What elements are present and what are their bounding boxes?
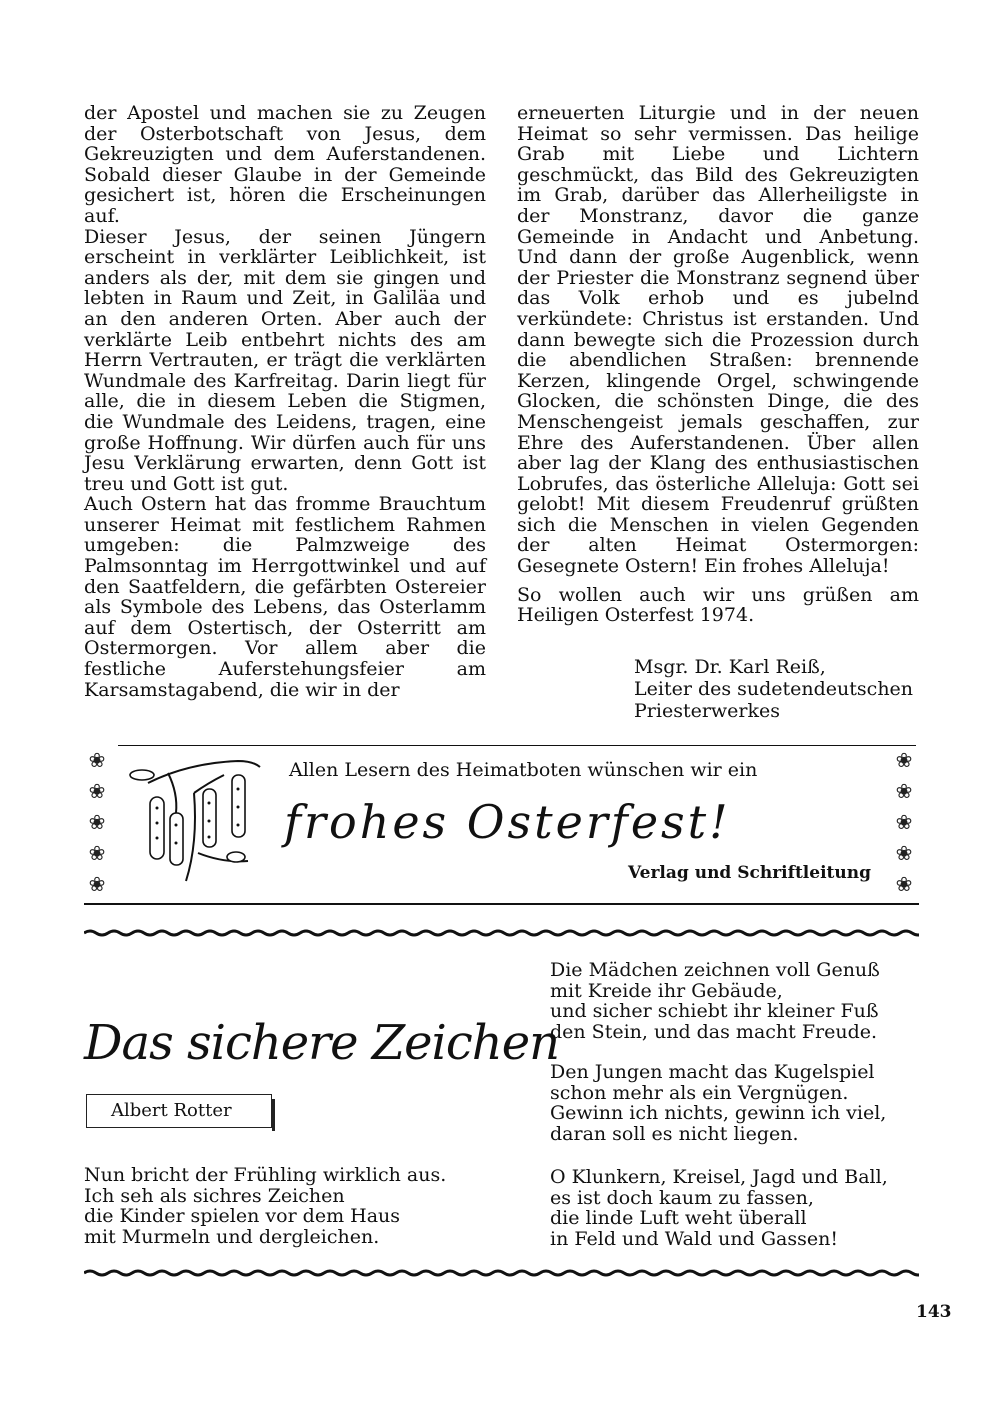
flower-ornament-icon: ❀ — [88, 872, 106, 896]
author-box-shadow — [272, 1099, 275, 1131]
poem-line: die Kinder spielen vor dem Haus — [84, 1205, 401, 1227]
greeting-text: Allen Lesern des Heimatboten wünschen wir ein — [289, 759, 758, 781]
poem-line: Die Mädchen zeichnen voll Genuß — [550, 959, 880, 981]
flower-ornament-icon: ❀ — [895, 810, 913, 834]
poem-line: O Klunkern, Kreisel, Jagd und Ball, — [550, 1166, 888, 1188]
poem-stanza — [550, 1062, 886, 1144]
article-paragraph: Auch Ostern hat das fromme Brauchtum unserer Heimat mit festlichem Rahmen umgeben: die Palmzweige des Palmsonntag im Herrgottwinkel und auf den Saatfeldern, die gefärbten Ostereier als Symbole des Lebens, das Osterlamm auf dem Ostertisch, der Osterritt am Ostermorgen. Vor allem aber die festliche Auferstehungsfeier am Karsamstagabend, die wir in der — [84, 493, 486, 701]
page-number: 143 — [916, 1302, 952, 1322]
wavy-divider — [84, 1268, 919, 1278]
flower-ornament-icon: ❀ — [895, 841, 913, 865]
poem-line: und sicher schiebt ihr kleiner Fuß — [550, 1000, 879, 1022]
catkin-branch-illustration — [128, 753, 268, 889]
poem-line: es ist doch kaum zu fassen, — [550, 1186, 814, 1209]
article-left-column — [84, 103, 486, 700]
poem-line: mit Murmeln und dergleichen. — [84, 1225, 380, 1248]
poem-line: mit Kreide ihr Gebäude, — [550, 979, 783, 1002]
poem-line: in Feld und Wald und Gassen! — [550, 1227, 838, 1250]
poem-line: Nun bricht der Frühling wirklich aus. — [84, 1164, 447, 1186]
flower-ornament-icon: ❀ — [895, 872, 913, 896]
poem-line: daran soll es nicht liegen. — [550, 1122, 799, 1145]
article-right-column — [517, 103, 919, 626]
article-paragraph: So wollen auch wir uns grüßen am Heiligen Osterfest 1974. — [517, 583, 919, 627]
greeting-top-rule — [118, 745, 916, 746]
poem-line: die linde Luft weht überall — [550, 1207, 807, 1229]
signature-line: Msgr. Dr. Karl Reiß, — [634, 656, 826, 678]
flower-border-left — [84, 749, 112, 895]
article-paragraph: erneuerten Liturgie und in der neuen Heimat so sehr vermissen. Das heilige Grab mit Liebe und Lichtern geschmückt, das Bild des Gekreuzigten im Grab, darüber das Allerheiligste in der Monstranz, davor die ganze Gemeinde in Andacht und Anbetung. Und dann der große Augenblick, wenn der Priester die Monstranz segnend über das Volk erhob und es jubelnd verkündete: Christus ist erstanden. Und dann bewegte sich die Prozession durch die abendlichen Straßen: brennende Kerzen, klingende Orgel, schwingende Glocken, die schönsten Dinge, die des Menschengeist jemals geschaffen, zur Ehre des Auferstandenen. Über allen aber lag der Klang des enthusiastischen Lobrufes, das österliche Alleluja: Gott sei gelobt! Mit diesem Freudenruf grüßten sich die Menschen in vielen Gegenden der alten Heimat Ostermorgen: Gesegnete Ostern! Ein frohes Alleluja! — [517, 102, 919, 578]
poem-line: den Stein, und das macht Freude. — [550, 1020, 878, 1043]
flower-border-right — [891, 749, 919, 895]
flower-ornament-icon: ❀ — [88, 841, 106, 865]
poem-title: Das sichere Zeichen — [84, 1015, 560, 1071]
flower-ornament-icon: ❀ — [88, 748, 106, 772]
greeting-bottom-rule — [84, 903, 919, 905]
article-paragraph: der Apostel und machen sie zu Zeugen der Osterbotschaft von Jesus, dem Gekreuzigten und dem Auferstandenen. Sobald dieser Glaube in der Gemeinde gesichert ist, hören die Erscheinungen auf. — [84, 102, 486, 227]
flower-ornament-icon: ❀ — [88, 779, 106, 803]
poem-stanza — [84, 1165, 446, 1247]
flower-ornament-icon: ❀ — [88, 810, 106, 834]
poem-author: Albert Rotter — [111, 1100, 232, 1121]
article-signature — [634, 656, 913, 722]
greeting-script-title: frohes Osterfest! — [284, 795, 731, 849]
article-paragraph: Dieser Jesus, der seinen Jüngern erscheint in verklärter Leiblichkeit, ist anders als der, mit dem sie gingen und lebten in Raum und Zeit, in Galiläa und an den anderen Orten. Aber auch der verklärte Leib entbehrt nichts des am Herrn Vertrauten, er trägt die verklärten Wundmale des Karfreitag. Darin liegt für alle, die in diesem Leben die Stigmen, die Wundmale des Leidens, tragen, eine große Hoffnung. Wir dürfen auch für uns Jesu Verklärung erwarten, denn Gott ist treu und Gott ist gut. — [84, 225, 486, 495]
easter-greeting-box — [84, 745, 919, 905]
wavy-divider — [84, 928, 919, 938]
flower-ornament-icon: ❀ — [895, 779, 913, 803]
greeting-publisher: Verlag und Schriftleitung — [628, 863, 871, 883]
signature-line: Leiter des sudetendeutschen — [634, 678, 914, 700]
poem-stanza — [550, 1167, 888, 1249]
flower-ornament-icon: ❀ — [895, 748, 913, 772]
signature-line: Priesterwerkes — [634, 700, 780, 722]
poem-stanza — [550, 960, 880, 1042]
poem-line: Ich seh als sichres Zeichen — [84, 1184, 345, 1207]
poem-line: schon mehr als ein Vergnügen. — [550, 1081, 849, 1104]
poem-line: Den Jungen macht das Kugelspiel — [550, 1061, 875, 1083]
poem-author-box — [86, 1094, 272, 1128]
poem-line: Gewinn ich nichts, gewinn ich viel, — [550, 1102, 887, 1124]
